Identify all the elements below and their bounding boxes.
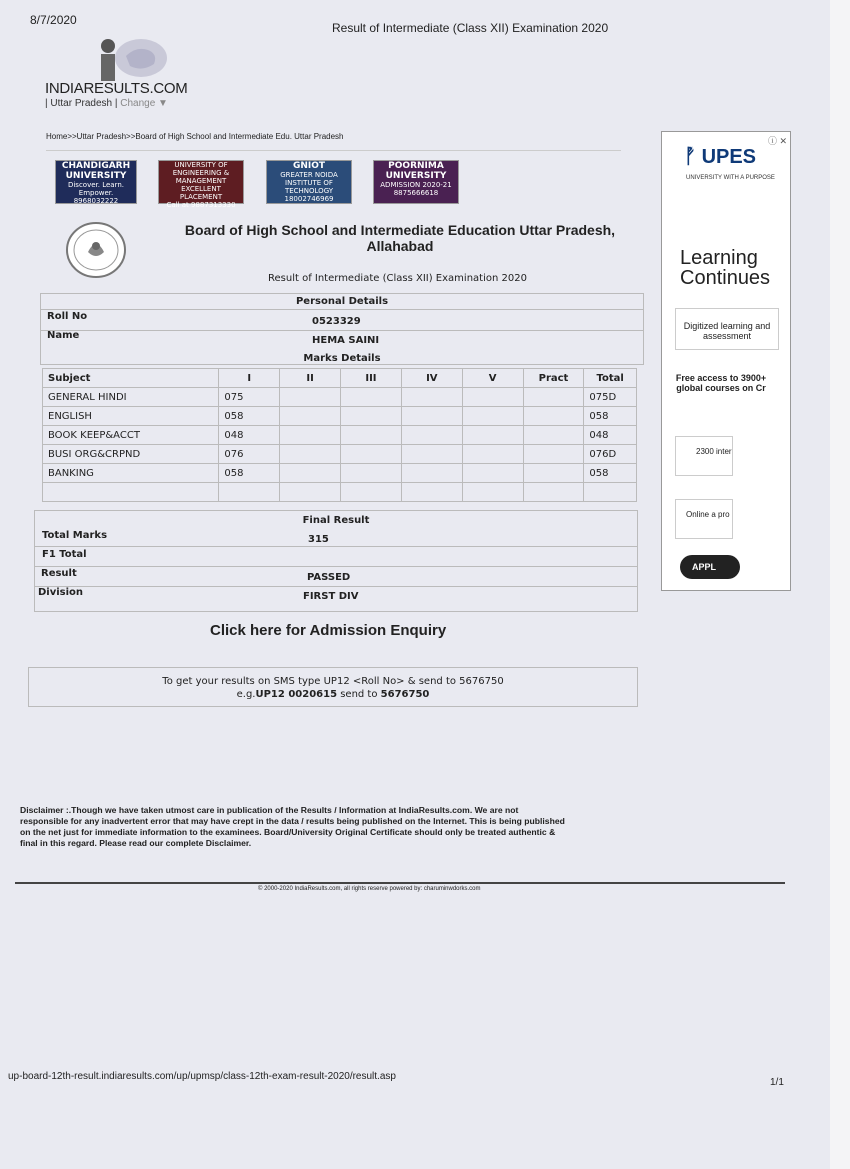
subject-cell: BANKING [43,464,219,483]
ad-close-icon[interactable]: ⓘ ✕ [767,136,787,146]
table-row [43,483,637,502]
total-marks-label: Total Marks [42,530,108,541]
personal-details-heading: Personal Details [295,296,389,307]
ad-banner-uem[interactable]: UNIVERSITY OF ENGINEERING & MANAGEMENT EXCELLENT PLACEMENT Call at 9887313330 [158,160,244,204]
mark-i-cell: 075 [219,388,280,407]
divider [34,566,638,567]
ad-banner-chandigarh[interactable]: CHANDIGARH UNIVERSITY Discover. Learn. Empower. 8968032222 [55,160,137,204]
col-pract: Pract [523,369,584,388]
subject-cell: GENERAL HINDI [43,388,219,407]
ad-banner-gniot[interactable]: GNIOT GREATER NOIDA INSTITUTE OF TECHNOLOGY 18002746969 [266,160,352,204]
page-url: up-board-12th-result.indiaresults.com/up/upmsp/class-12th-exam-result-2020/result.asp [8,1071,396,1082]
ad-item: 2300 inter [675,436,733,476]
table-row [43,388,637,407]
ad-apply-button[interactable]: APPL [680,555,740,579]
total-cell: 058 [584,464,637,483]
breadcrumb[interactable]: Home>>Uttar Pradesh>>Board of High School and Intermediate Edu. Uttar Pradesh [46,132,344,141]
marks-header-row [43,369,637,388]
ad-headline: Learning Continues [680,247,771,289]
f1-total-label: F1 Total [42,549,87,560]
total-marks-value: 315 [308,534,329,545]
divider [46,150,621,151]
table-row [43,426,637,445]
division-value: FIRST DIV [303,591,359,602]
ad-tagline: UNIVERSITY WITH A PURPOSE [686,175,775,181]
ad-banner-poornima[interactable]: POORNIMA UNIVERSITY ADMISSION 2020-21 8875666618 [373,160,459,204]
subject-cell: BUSI ORG&CRPND [43,445,219,464]
board-title: Board of High School and Intermediate Education Uttar Pradesh, Allahabad [184,222,616,254]
divider [34,586,638,587]
exam-title: Result of Intermediate (Class XII) Examination 2020 [268,273,527,284]
marks-table [42,368,637,502]
col-iv: IV [401,369,462,388]
roll-no-value: 0523329 [312,316,361,327]
state-selector [45,98,168,109]
total-cell: 076D [584,445,637,464]
marks-details-heading: Marks Details [303,353,381,364]
disclaimer: Disclaimer :.Though we have taken utmost care in publication of the Results / Information at IndiaResults.com. We are not responsible for any inadvertent error that may have crept in the data / results being published on the Internet. This is being published on the net just for immediate information to the examinees. Board/University Original Certificate should only be treated authentic & final in this regard. Please read our complete Disclaimer. [20,805,565,848]
col-iii: III [341,369,402,388]
admission-enquiry-link[interactable]: Click here for Admission Enquiry [210,622,447,639]
total-cell: 075D [584,388,637,407]
mark-i-cell: 058 [219,407,280,426]
col-i: I [219,369,280,388]
total-cell: 058 [584,407,637,426]
col-v: V [462,369,523,388]
copyright: © 2000-2020 IndiaResults.com, all rights reserve powered by: charuminwdorks.com [258,886,481,892]
print-title: Result of Intermediate (Class XII) Examination 2020 [332,21,609,35]
mark-i-cell: 076 [219,445,280,464]
ad-item: Digitized learning and assessment [675,308,779,350]
up-board-seal [66,222,126,278]
final-result-heading: Final Result [302,515,370,526]
divider [34,546,638,547]
indiaresults-logo-icon [96,38,170,82]
table-row [43,407,637,426]
col-ii: II [280,369,341,388]
ad-item: Free access to 3900+ global courses on Cr [675,373,767,393]
result-label: Result [41,568,77,579]
total-cell: 048 [584,426,637,445]
roll-no-label: Roll No [47,311,88,322]
divider [40,330,644,331]
ad-brand: ᚡ UPES [684,146,757,168]
site-logo[interactable]: INDIARESULTS.COM [45,80,188,97]
change-state-link[interactable]: Change ▼ [120,98,168,109]
col-total: Total [584,369,637,388]
result-value: PASSED [307,572,351,583]
print-date: 8/7/2020 [30,13,77,27]
table-row [43,464,637,483]
upes-ad[interactable] [661,131,791,591]
page-number: 1/1 [770,1077,784,1088]
sms-instruction: To get your results on SMS type UP12 <Roll No> & send to 5676750 [162,676,504,687]
subject-cell: ENGLISH [43,407,219,426]
table-row [43,445,637,464]
name-value: HEMA SAINI [312,335,380,346]
divider [40,309,644,310]
mark-i-cell: 058 [219,464,280,483]
mark-i-cell: 048 [219,426,280,445]
state-label: | Uttar Pradesh | [45,98,118,109]
ad-item: Online a pro [675,499,733,539]
col-subject: Subject [43,369,219,388]
name-label: Name [47,330,80,341]
division-label: Division [38,587,84,598]
sms-info-box [28,667,638,707]
footer-divider [15,882,785,884]
upes-logo-icon: ᚡ [684,146,696,168]
sms-example: e.g.UP12 0020615 send to 5676750 [236,689,430,700]
subject-cell: BOOK KEEP&ACCT [43,426,219,445]
